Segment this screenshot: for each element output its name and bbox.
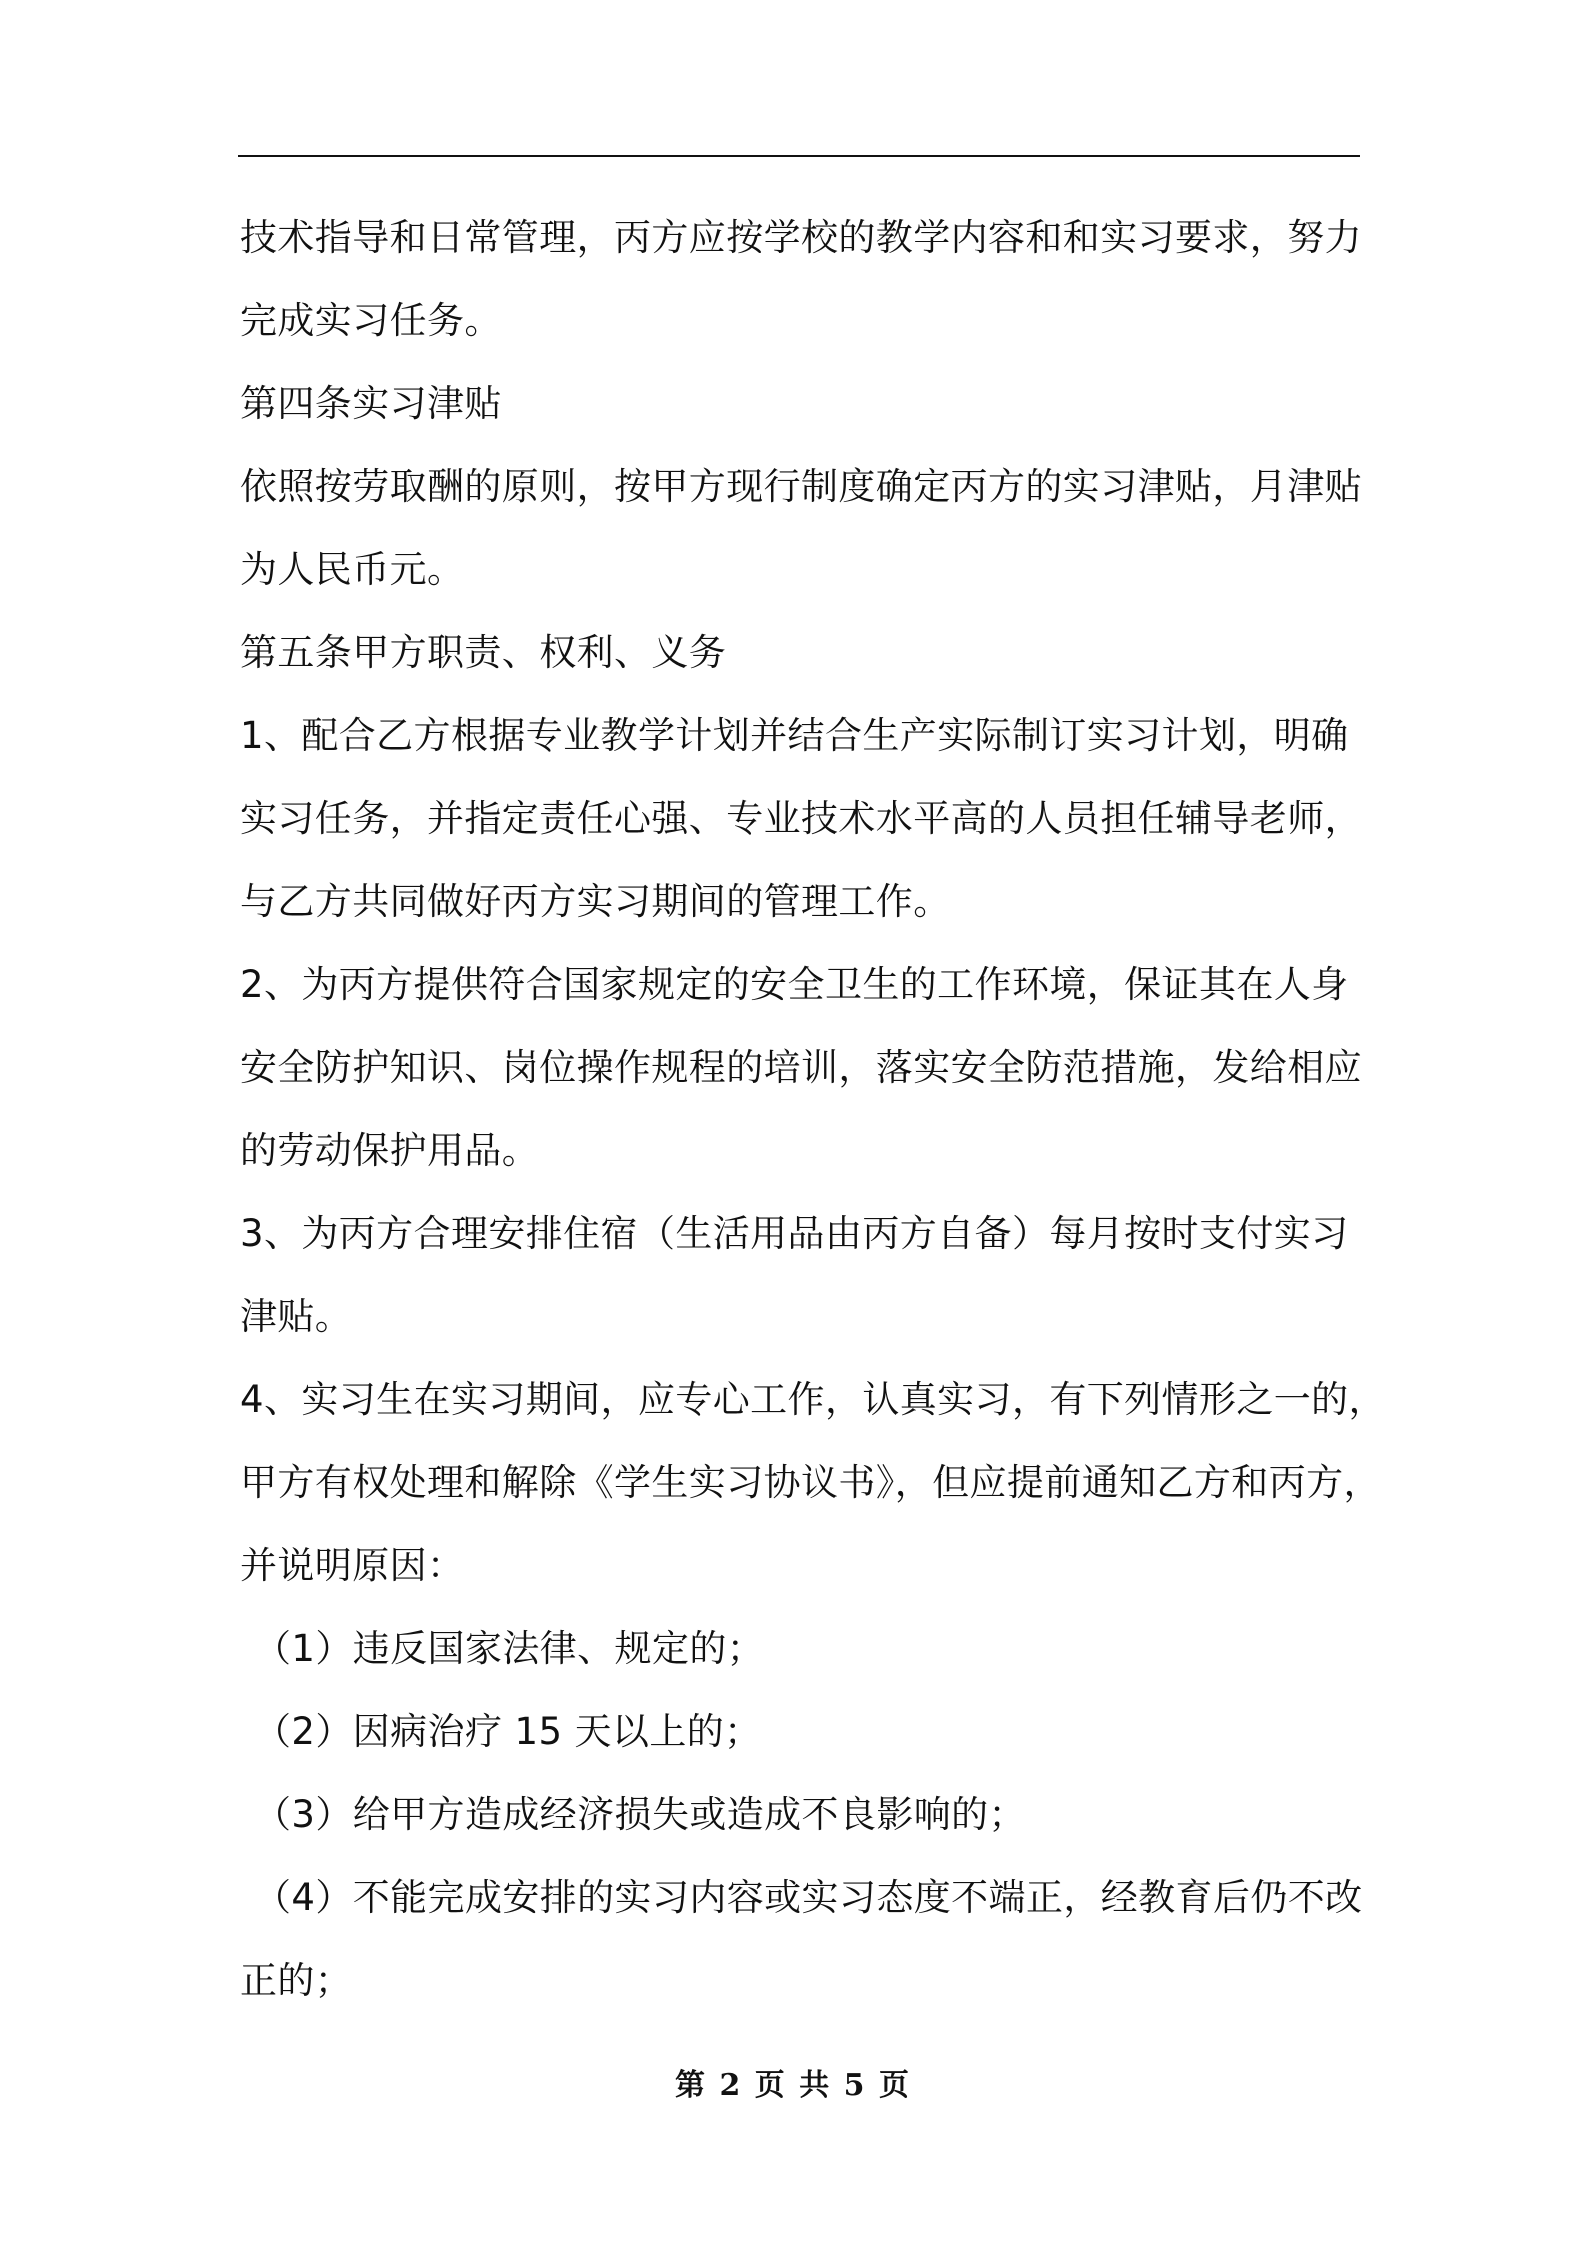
list-item: （3）给甲方造成经济损失或造成不良影响的； (254, 1793, 1026, 1836)
list-item: （2）因病治疗 15 天以上的； (254, 1710, 762, 1753)
document-body (240, 196, 1386, 2022)
text-line: 津贴。 (240, 1295, 353, 1338)
text-line: 2、为丙方提供符合国家规定的安全卫生的工作环境，保证其在人身 (240, 963, 1349, 1006)
text-line: 安全防护知识、岗位操作规程的培训，落实安全防范措施，发给相应 (240, 1046, 1362, 1089)
text-line: 与乙方共同做好丙方实习期间的管理工作。 (240, 880, 951, 923)
text-line: 实习任务，并指定责任心强、专业技术水平高的人员担任辅导老师， (240, 797, 1362, 840)
text-line: 甲方有权处理和解除《学生实习协议书》，但应提前通知乙方和丙方， (240, 1461, 1381, 1504)
text-line: 为人民币元。 (240, 548, 465, 591)
header-divider (238, 155, 1360, 157)
text-line: 3、为丙方合理安排住宿（生活用品由丙方自备）每月按时支付实习 (240, 1212, 1349, 1255)
text-line: 依照按劳取酬的原则，按甲方现行制度确定丙方的实习津贴，月津贴 (240, 465, 1362, 508)
page-number: 第 2 页 共 5 页 (675, 2068, 911, 2103)
text-line: 4、实习生在实习期间，应专心工作，认真实习，有下列情形之一的， (240, 1378, 1386, 1421)
text-line: 的劳动保护用品。 (240, 1129, 540, 1172)
text-line: 并说明原因： (240, 1544, 465, 1587)
section-heading: 第四条实习津贴 (240, 382, 502, 425)
text-line: 技术指导和日常管理，丙方应按学校的教学内容和和实习要求，努力 (240, 216, 1362, 259)
text-line: 正的； (240, 1959, 353, 2002)
text-line: 完成实习任务。 (240, 299, 502, 342)
list-item: （1）违反国家法律、规定的； (254, 1627, 765, 1670)
text-line: 1、配合乙方根据专业教学计划并结合生产实际制订实习计划，明确 (240, 714, 1349, 757)
section-heading: 第五条甲方职责、权利、义务 (240, 631, 727, 674)
list-item: （4）不能完成安排的实习内容或实习态度不端正，经教育后仍不改 (254, 1876, 1363, 1919)
